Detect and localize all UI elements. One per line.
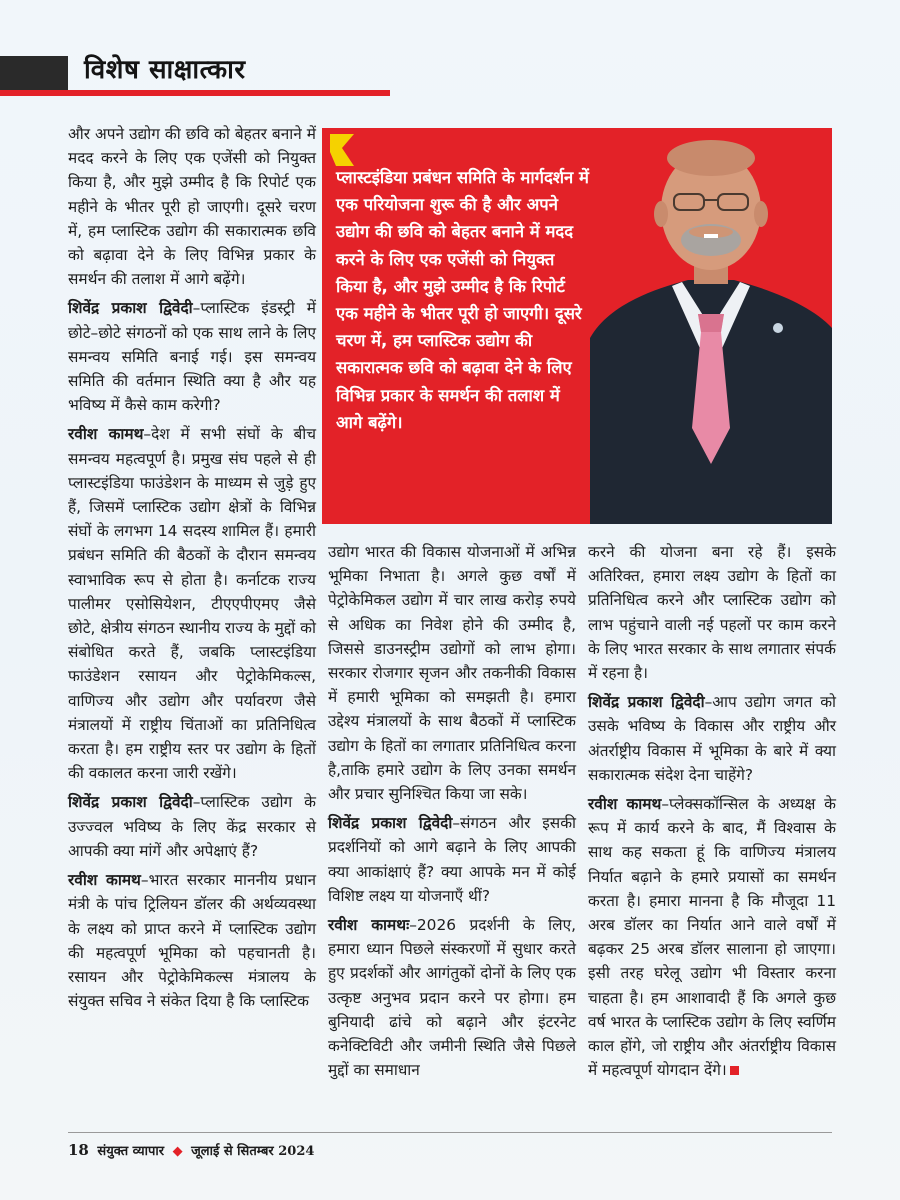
article-column-2 — [328, 540, 576, 1087]
paragraph: शिवेंद्र प्रकाश द्विवेदी–आप उद्योग जगत को उसके भविष्य के विकास और राष्ट्रीय और अंतर्राष्ट्रीय विकास में भूमिका के बारे में क्या सकारात्मक संदेश देना चाहेंगे? — [588, 693, 836, 784]
speaker-name: रवीश कामथ — [588, 795, 662, 814]
pull-quote-text: प्लास्टइंडिया प्रबंधन समिति के मार्गदर्शन में एक परियोजना शुरू की है और अपने उद्योग की छवि को बेहतर बनाने में मदद करने के लिए एक एजेंसी को नियुक्त किया है, और मुझे उम्मीद है कि रिपोर्ट एक महीने के भीतर पूरी हो जाएगी। दूसरे चरण में, हम प्लास्टिक उद्योग की सकारात्मक छवि को बढ़ावा देने के लिए विभिन्न प्रकार के समर्थन की तलाश में आगे बढ़ेंगे। — [336, 168, 589, 432]
header-bar — [0, 56, 68, 90]
paragraph: शिवेंद्र प्रकाश द्विवेदी–संगठन और इसकी प्रदर्शनियों को आगे बढ़ाने के लिए आपकी क्या आकांक्षाएं हैं? क्या आपके मन में कोई विशिष्ट लक्ष्य या योजनाएँ थीं? — [328, 814, 577, 905]
interviewee-portrait — [590, 128, 832, 524]
paragraph: शिवेंद्र प्रकाश द्विवेदी–प्लास्टिक उद्योग के उज्ज्वल भविष्य के लिए केंद्र सरकार से आपकी क्या मांगें और अपेक्षाएं हैं? — [68, 793, 316, 860]
article-column-3 — [588, 540, 836, 1087]
article-column-1 — [68, 122, 316, 1018]
paragraph: रवीश कामथः–2026 प्रदर्शनी के लिए, हमारा ध्यान पिछले संस्करणों में सुधार करते हुए प्रदर्शकों और आगंतुकों दोनों के लिए एक उत्कृष्ट अनुभव प्रदान करने पर होगा। हम बुनियादी ढांचे को बढ़ाने और इंटरनेट कनेक्टिविटी और जमीनी स्थिति जैसे पिछले मुद्दों का समाधान — [328, 916, 576, 1080]
publication-name: संयुक्त व्यापार — [97, 1144, 165, 1159]
header-rule — [0, 90, 390, 96]
opening-quote-mark-icon — [328, 132, 358, 168]
paragraph: और अपने उद्योग की छवि को बेहतर बनाने में मदद करने के लिए एक एजेंसी को नियुक्त किया है, और मुझे उम्मीद है कि रिपोर्ट एक महीने के भीतर पूरी हो जाएगी। दूसरे चरण में, हम प्लास्टिक उद्योग की सकारात्मक छवि को बढ़ावा देने के लिए विभिन्न प्रकार के समर्थन की तलाश में आगे बढ़ेंगे। — [68, 125, 316, 289]
diamond-separator-icon: ◆ — [172, 1144, 183, 1159]
footer-rule — [68, 1132, 832, 1133]
paragraph: रवीश कामथ–देश में सभी संघों के बीच समन्वय महत्वपूर्ण है। प्रमुख संघ पहले से ही प्लास्टइंडिया फाउंडेशन के माध्यम से जुड़े हुए हैं, जिसमें प्लास्टिक उद्योग क्षेत्रों के विभिन्न संघों के लगभग 14 सदस्य शामिल हैं। हमारी प्रबंधन समिति की बैठकों के दौरान समन्वय स्वाभाविक रूप से होता है। कर्नाटक राज्य पालीमर एसोसियेशन, टीएएपीएमए जैसे छोटे, क्षेत्रीय संगठन स्थानीय राज्य के मुद्दों को संबोधित करते हैं, जबकि प्लास्टइंडिया फाउंडेशन रसायन और पेट्रोकेमिकल्स, वाणिज्य और उद्योग और पर्यावरण जैसे मंत्रालयों में राष्ट्रीय चिंताओं का प्रतिनिधित्व करता है। हम राष्ट्रीय स्तर पर उद्योग के हितों की वकालत करना जारी रखेंगे। — [68, 425, 317, 783]
speaker-name: शिवेंद्र प्रकाश द्विवेदी — [328, 814, 453, 833]
speaker-name: शिवेंद्र प्रकाश द्विवेदी — [68, 793, 193, 812]
paragraph: करने की योजना बना रहे हैं। इसके अतिरिक्त, हमारा लक्ष्य उद्योग के हितों का प्रतिनिधित्व करने और प्लास्टिक उद्योग को लाभ पहुंचाने वाली नई पहलों पर काम करने के लिए भारत सरकार के साथ लगातार संपर्क में रहना है। — [588, 543, 836, 683]
paragraph: उद्योग भारत की विकास योजनाओं में अभिन्न भूमिका निभाता है। अगले कुछ वर्षों में पेट्रोकेमिकल उद्योग में चार लाख करोड़ रुपये से अधिक का निवेश होने की उम्मीद है, जिससे डाउनस्ट्रीम उद्योगों को लाभ होगा। सरकार रोजगार सृजन और तकनीकी विकास में हमारी भूमिका को समझती है। हमारा उद्देश्य मंत्रालयों के साथ बैठकों में प्लास्टिक उद्योग के हितों का लगातार प्रतिनिधित्व करना है,ताकि हमारे उद्योग के लिए उनका समर्थन और प्रचार सुनिश्चित किया जा सके। — [328, 543, 576, 804]
end-mark-icon — [730, 1066, 739, 1075]
speaker-name: रवीश कामथ — [68, 871, 141, 890]
paragraph: रवीश कामथ–प्लेक्सकॉन्सिल के अध्यक्ष के रूप में कार्य करने के बाद, मैं विश्वास के साथ कह सकता हूं कि वाणिज्य मंत्रालय निर्यात बढ़ाने के हमारे प्रयासों का समर्थन करता है। हमारा मानना है कि मौजूदा 11 अरब डॉलर का निर्यात आने वाले वर्षों में बढ़कर 25 अरब डॉलर सालाना हो जाएगा। इसी तरह घरेलू उद्योग भी विस्तार करना चाहता है। हम आशावादी हैं कि अगले कुछ वर्ष भारत के प्लास्टिक उद्योग के लिए स्वर्णिम काल होंगे, जो राष्ट्रीय और अंतर्राष्ट्रीय विकास में महत्वपूर्ण योगदान देंगे। — [588, 795, 836, 1080]
section-title: विशेष साक्षात्कार — [84, 55, 246, 85]
paragraph: शिवेंद्र प्रकाश द्विवेदी–प्लास्टिक इंडस्ट्री में छोटे–छोटे संगठनों को एक साथ लाने के लिए समन्वय समिति बनाई गई। इस समन्वय समिति की वर्तमान स्थिति क्या है और यह भविष्य में कैसे काम करेगी? — [68, 299, 316, 415]
speaker-name: शिवेंद्र प्रकाश द्विवेदी — [68, 299, 193, 318]
page-footer — [68, 1141, 314, 1159]
speaker-name: रवीश कामथ — [68, 425, 144, 444]
paragraph: रवीश कामथ–भारत सरकार माननीय प्रधान मंत्री के पांच ट्रिलियन डॉलर की अर्थव्यवस्था के लक्ष्य को प्राप्त करने में प्लास्टिक उद्योग की महत्वपूर्ण भूमिका को पहचानती है। रसायन और पेट्रोकेमिकल्स मंत्रालय के संयुक्त सचिव ने संकेत दिया है कि प्लास्टिक — [68, 871, 316, 1011]
issue-date: जूलाई से सितम्बर 2024 — [191, 1144, 315, 1159]
pull-quote-box — [322, 128, 832, 524]
speaker-name: शिवेंद्र प्रकाश द्विवेदी — [588, 693, 705, 712]
speaker-name: रवीश कामथः — [328, 916, 410, 935]
page-number: 18 — [68, 1141, 89, 1159]
